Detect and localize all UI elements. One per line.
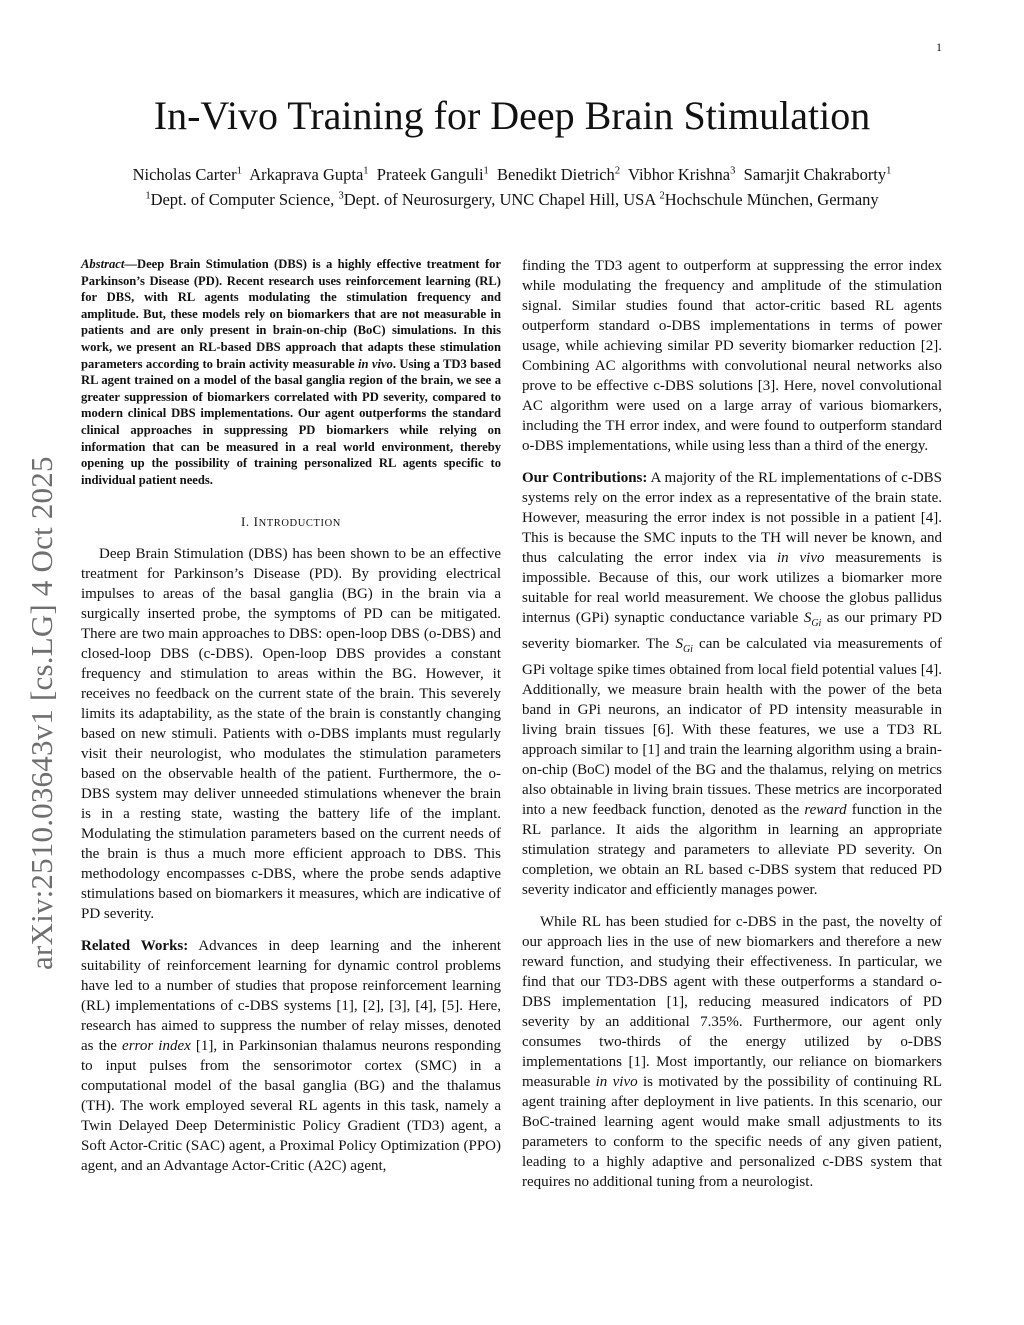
- contributions-paragraph: Our Contributions: A majority of the RL implementations of c-DBS systems rely on the error index as a representative of the brain state. However, measuring the error index is not possible in a patient [4]. This is because the SMC inputs to the TH will never be known, and thus calculating the error index via in vivo measurements is impossible. Because of this, our work utilizes a biomarker more suitable for real world measurement. We choose the globus pallidus internus (GPi) synaptic conductance variable $S_{Gi}$ as our primary PD severity biomarker. The $S_{Gi}$ can be calculated via measurements of GPi voltage spike times obtained from local field potential values [4]. Additionally, we measure brain health with the power of the beta band in GPi neurons, an indicator of PD intensity measurable in living brain tissues [6]. With these features, we use a TD3 RL approach similar to [1] and train the learning algorithm using a brain-on-chip (BoC) model of the BG and the thalamus, relying on metrics also obtainable in living brain tissues. These metrics are incorporated into a new feedback function, denoted as the reward function in the RL parlance. It aids the algorithm in learning an appropriate stimulation strategy and parameters to alleviate PD severity. On completion, we obtain an RL based c-DBS system that reduced PD severity indicator and efficiently manages power.: [522, 470, 943, 898]
- author-block: [0, 160, 1024, 211]
- related-works-heading: Related Works:: [81, 938, 189, 955]
- sgi-symbol: $S_{Gi}$: [803, 610, 822, 629]
- author: Benedikt Dietrich$^2$: [497, 164, 621, 184]
- affiliation: $^3$Dept. of Neurosurgery, UNC Chapel Hill, USA: [338, 190, 660, 209]
- author: Arkaprava Gupta$^1$: [249, 164, 369, 184]
- arxiv-identifier: arXiv:2510.03643v1 [cs.LG] 4 Oct 2025: [24, 456, 59, 970]
- right-column: [522, 256, 942, 1192]
- author: Vibhor Krishna$^3$: [628, 164, 736, 184]
- section-heading-introduction: I. INTRODUCTION: [240, 514, 341, 530]
- abstract: Abstract—Deep Brain Stimulation (DBS) is a highly effective treatment for Parkinson’s Disease (PD). Recent research uses reinforcement learning (RL) for DBS, with RL agents modulating the stimulation frequency and amplitude. But, these models rely on biomarkers that are not measurable in patients and are only present in brain-on-chip (BoC) simulations. In this work, we present an RL-based DBS approach that adapts these stimulation parameters according to brain activity measurable in vivo. Using a TD3 based RL agent trained on a model of the basal ganglia region of the brain, we see a greater suppression of biomarkers correlated with PD severity, compared to modern clinical DBS implementations. Our agent outperforms the standard clinical approaches in suppressing PD biomarkers while relying on information that can be measured in a real world environment, thereby opening up the possibility of training personalized RL agents specific to individual patient needs.: [81, 257, 501, 487]
- affiliation-list: [0, 186, 1024, 212]
- left-column: [81, 256, 501, 1176]
- page-number: 1: [936, 40, 942, 54]
- related-works-paragraph: Related Works: Advances in deep learning and the inherent suitability of reinforcement learning for dynamic control problems have led to a number of studies that propose reinforcement learning (RL) implementations of c-DBS systems [1], [2], [3], [4], [5]. Here, research has aimed to suppress the number of relay misses, denoted as the error index [1], in Parkinsonian thalamus neurons responding to input pulses from the sensorimotor cortex (SMC) in a computational model of the basal ganglia (BG) and the thalamus (TH). The work employed several RL agents in this task, namely a Twin Delayed Deep Deterministic Policy Gradient (TD3) agent, a Soft Actor-Critic (SAC) agent, a Proximal Policy Optimization (PPO) agent, and an Advantage Actor-Critic (A2C) agent,: [81, 938, 501, 1175]
- contributions-heading: Our Contributions:: [522, 470, 648, 486]
- author: Nicholas Carter$^1$: [132, 164, 242, 184]
- abstract-label: Abstract: [81, 257, 125, 271]
- related-works-continuation: finding the TD3 agent to outperform at suppressing the error index while modulating the frequency and amplitude of the stimulation signal. Similar studies found that actor-critic based RL agents outperform standard o-DBS implementations in terms of power usage, while achieving similar PD severity biomarker reduction [2]. Combining AC algorithms with convolutional neural networks also prove to be effective c-DBS solutions [3]. Here, novel convolutional AC algorithm were used on a large array of various biomarkers, including the TH error index, and were found to outperform standard o-DBS implementations, while using less than a third of the energy.: [522, 258, 942, 454]
- affiliation: $^1$Dept. of Computer Science,: [145, 190, 339, 209]
- novelty-paragraph: While RL has been studied for c-DBS in the past, the novelty of our approach lies in the use of new biomarkers and therefore a new reward function, and studying their effectiveness. In particular, we find that our TD3-DBS agent with these outperforms a standard o-DBS implementation [1], reducing measured indicators of PD severity by an additional 7.35%. Furthermore, our agent only consumes two-thirds of the energy utilized by o-DBS implementations [1]. Most importantly, our reliance on biomarkers measurable in vivo is motivated by the possibility of continuing RL agent training after deployment in live patients. In this scenario, our BoC-trained learning agent would make small adjustments to its parameters to conform to the specific needs of any given patient, leading to a highly adaptive and personalized c-DBS system that requires no additional tuning from a neurologist.: [522, 914, 942, 1190]
- author-list: [0, 160, 1024, 186]
- introduction-paragraph: Deep Brain Stimulation (DBS) has been shown to be an effective treatment for Parkinson’s Disease (PD). By providing electrical impulses to areas of the basal ganglia (BG) in the brain via a surgically inserted probe, the symptoms of PD can be mitigated. There are two main approaches to DBS: open-loop DBS (o-DBS) and closed-loop DBS (c-DBS). Open-loop DBS provides a constant frequency and stimulation to areas within the BG. However, it receives no feedback on the current state of the brain. This severely limits its adaptability, as the state of the brain is constantly changing based on new stimuli. Patients with o-DBS implants must regularly visit their neurologist, who modulates the stimulation parameters based on the observable health of the patient. Furthermore, the o-DBS system may deliver unneeded stimulations whenever the brain is in a resting state, wasting the battery life of the implant. Modulating the stimulation parameters based on the current needs of the brain is thus a much more efficient approach to DBS. This methodology encompasses c-DBS, where the probe sends adaptive stimulations based on biomarkers it measures, which are indicative of PD severity.: [81, 546, 501, 923]
- affiliation: $^2$Hochschule München, Germany: [659, 190, 879, 209]
- author: Samarjit Chakraborty$^1$: [743, 164, 892, 184]
- paper-title: In-Vivo Training for Deep Brain Stimulation: [153, 93, 871, 138]
- author: Prateek Ganguli$^1$: [376, 164, 489, 184]
- sgi-symbol: $S_{Gi}$: [675, 636, 693, 655]
